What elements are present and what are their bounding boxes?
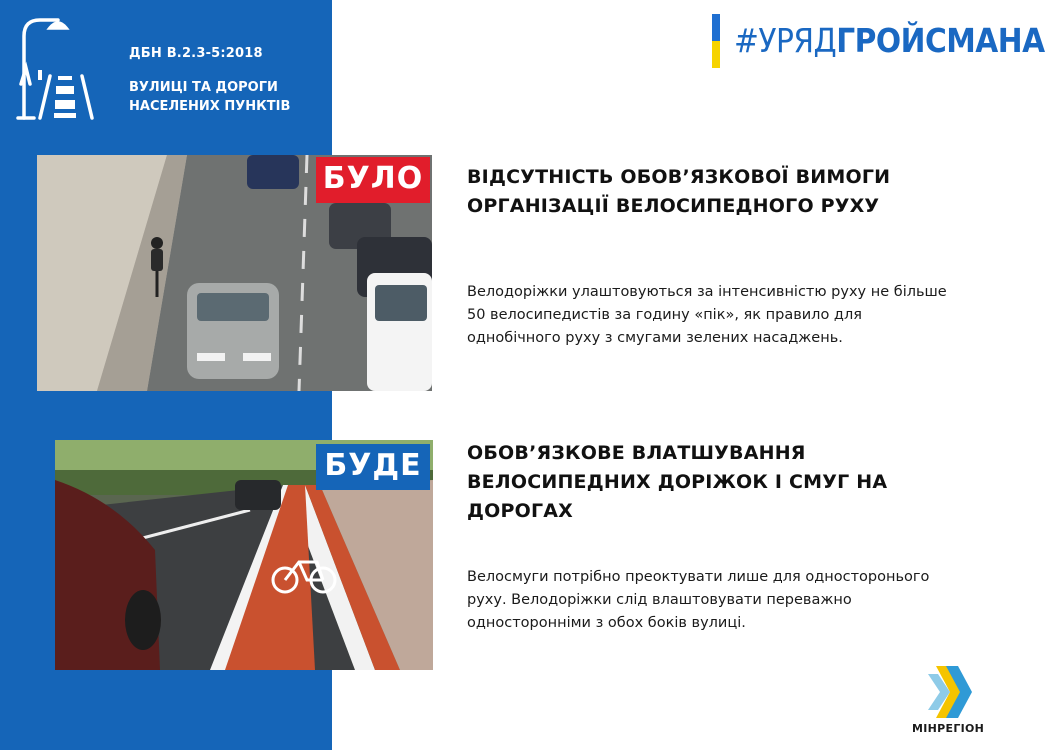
- section-after-text: Велосмуги потрібно преоктувати лише для односторонього руху. Велодоріжки слід влаштовувати переважно односторонніми з обох боків вулиці.: [467, 569, 930, 631]
- minregion-logo: [912, 664, 984, 744]
- minregion-logo-text: МІНРЕГІОН: [912, 722, 985, 735]
- section-after-heading: ОБОВ’ЯЗКОВЕ ВЛАТШУВАННЯ ВЕЛОСИПЕДНИХ ДОРІЖОК І СМУГ НА ДОРОГАХ: [467, 442, 888, 522]
- brand-hashtag: [712, 14, 1045, 68]
- hashtag-prefix: #УРЯД: [734, 21, 837, 60]
- ukraine-flag-icon: [712, 14, 720, 68]
- hashtag-name: ГРОЙСМАНА: [836, 21, 1045, 60]
- minregion-logo-icon: [912, 664, 984, 720]
- badge-after: БУДЕ: [316, 444, 430, 490]
- section-before-text: Велодоріжки улаштовуються за інтенсивністю руху не більше 50 велосипедистів за годину «пік», як правило для однобічного руху з смугами зелених насаджень.: [467, 284, 947, 346]
- badge-before: БУЛО: [316, 157, 430, 203]
- standard-code: ДБН В.2.3-5:2018: [129, 46, 263, 61]
- street-lamp-road-icon: [14, 14, 104, 124]
- section-before-heading: ВІДСУТНІСТЬ ОБОВ’ЯЗКОВОЇ ВИМОГИ ОРГАНІЗАЦІЇ ВЕЛОСИПЕДНОГО РУХУ: [467, 166, 891, 217]
- standard-title: ВУЛИЦІ ТА ДОРОГИ НАСЕЛЕНИХ ПУНКТІВ: [129, 80, 291, 114]
